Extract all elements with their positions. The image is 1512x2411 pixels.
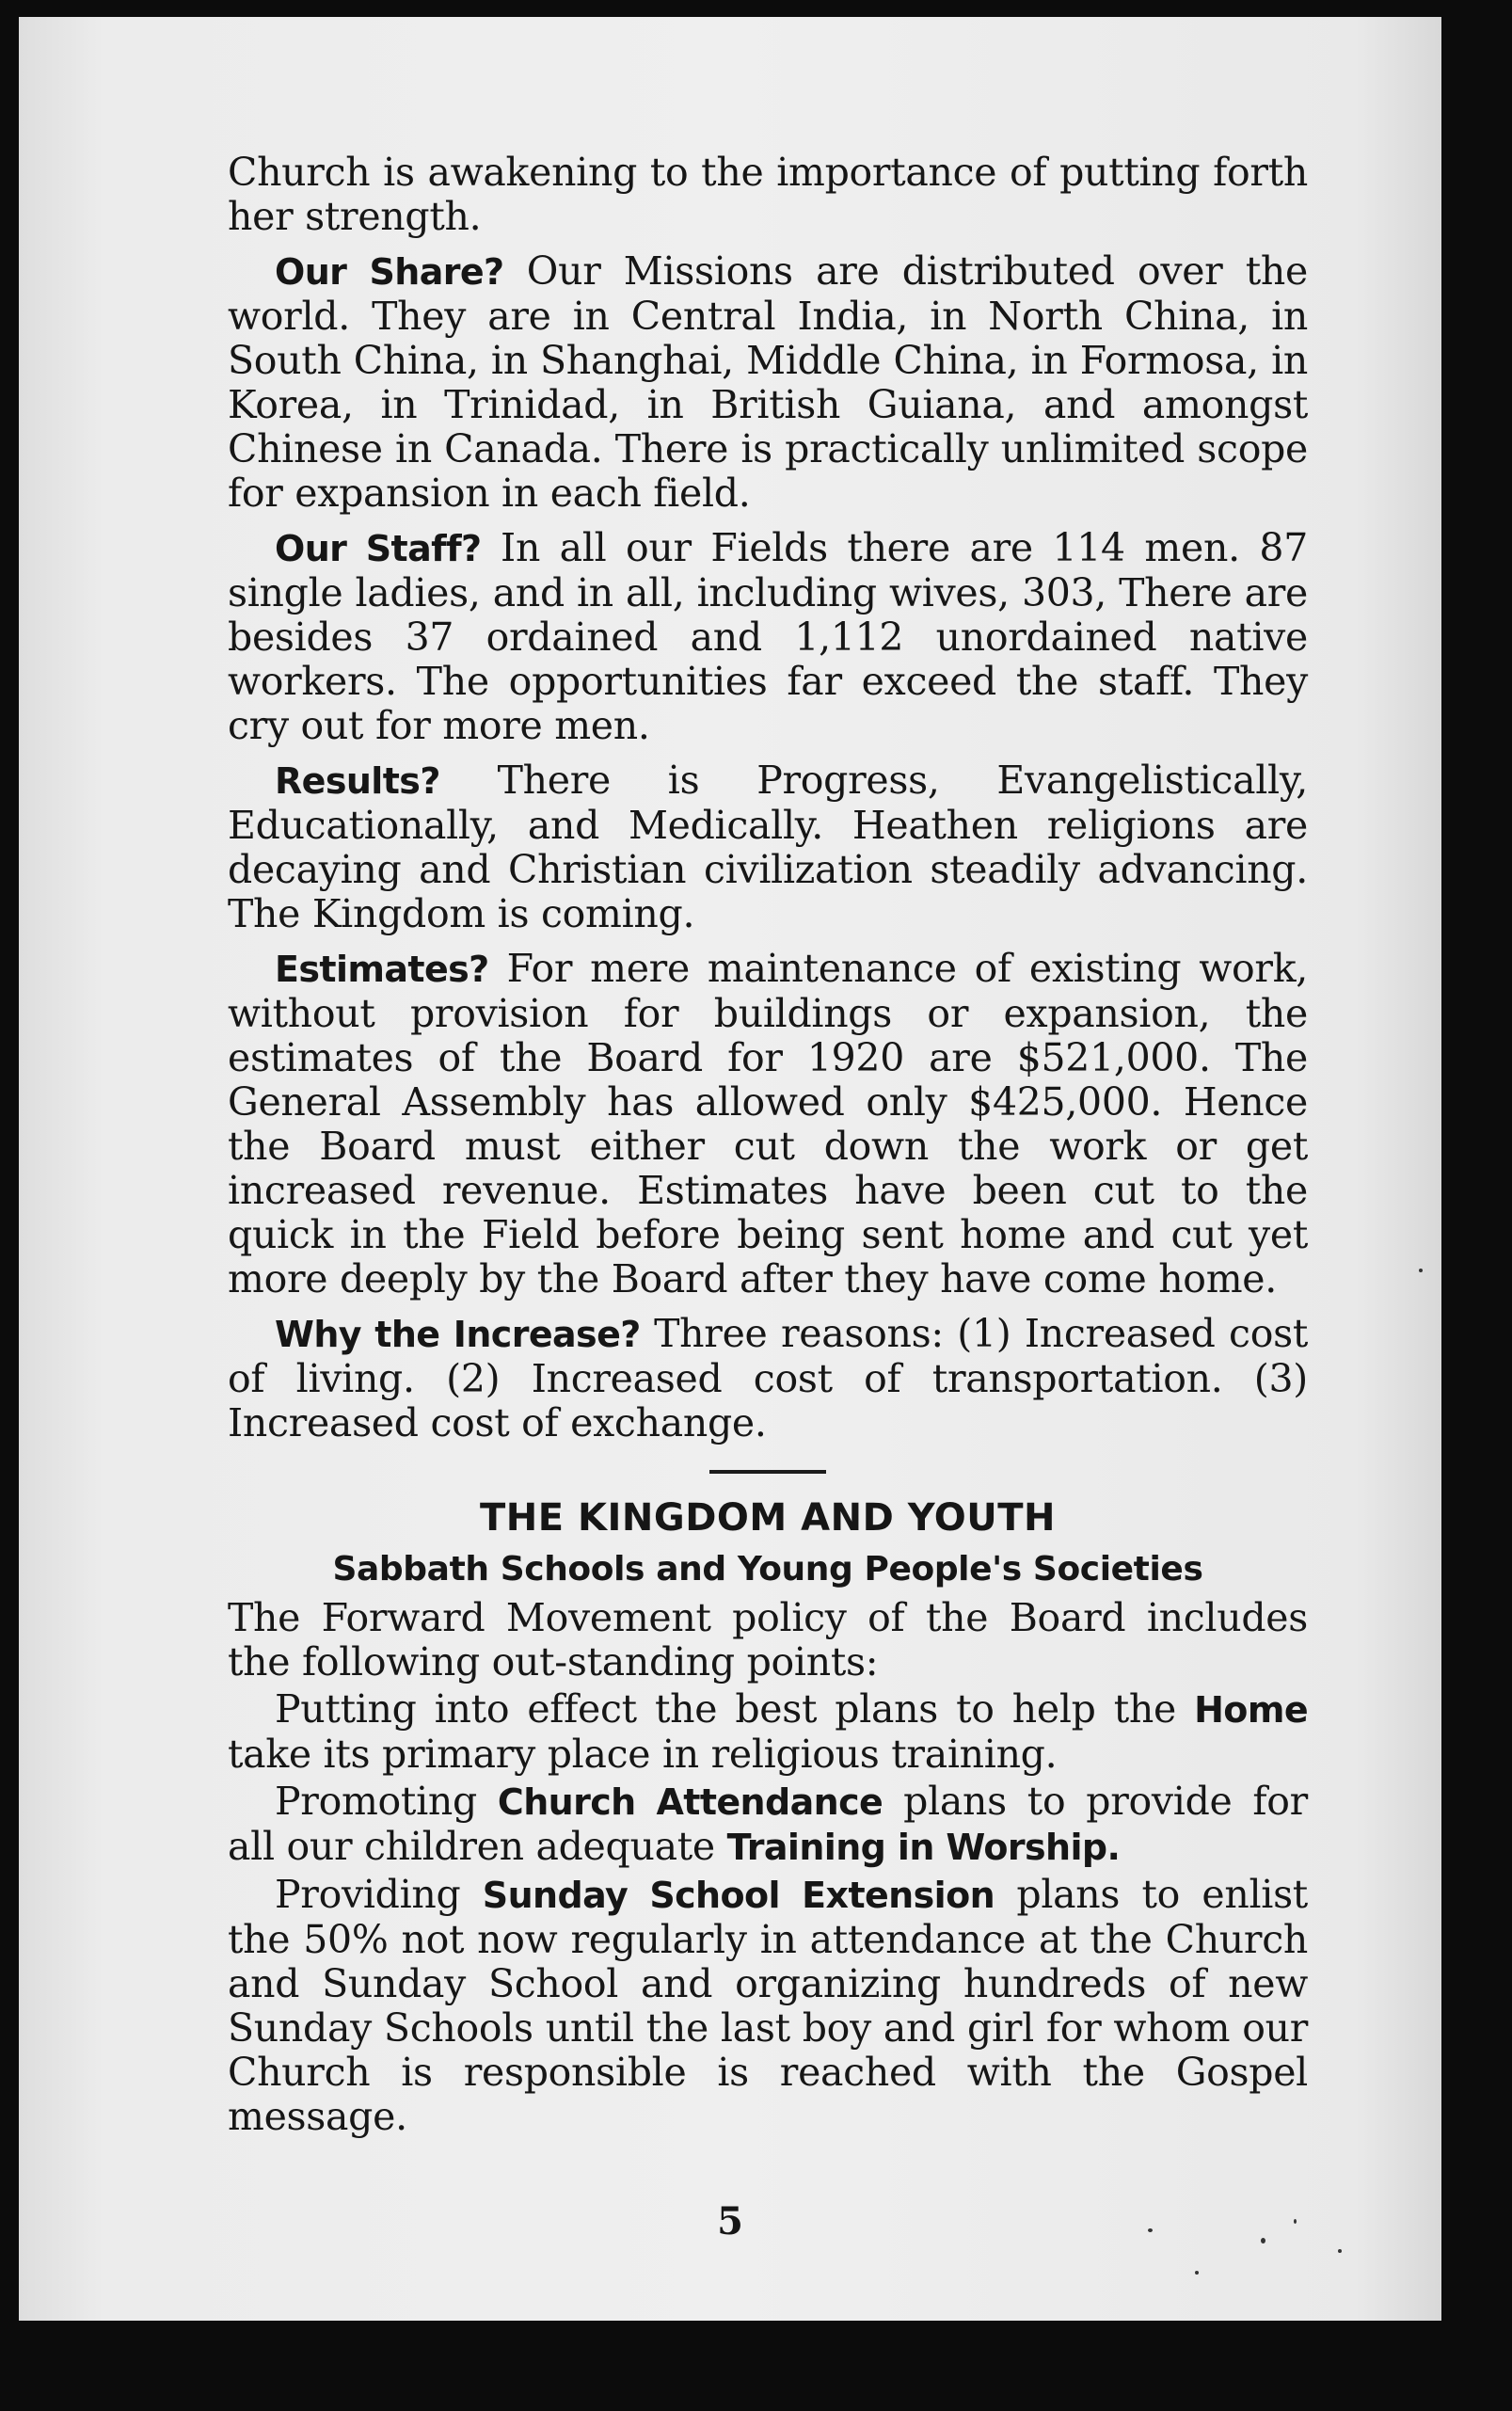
section-lead: Our Share? (275, 251, 504, 293)
paper-speck (1195, 2271, 1199, 2275)
section-our-share (228, 249, 1308, 516)
section-lead: Results? (275, 760, 440, 802)
paper-speck (1294, 2219, 1297, 2224)
section-lead: Our Staff? (275, 528, 482, 569)
section-subheading: Sabbath Schools and Young People's Societies (332, 1550, 1203, 1589)
text-run: Putting into effect the best plans to help the (275, 1686, 1195, 1732)
text-run: take its primary place in religious training. (228, 1732, 1058, 1777)
emphasis-church-attendance: Church Attendance (497, 1781, 883, 1823)
section-lead: Why the Increase? (275, 1314, 641, 1355)
section-text: Three reasons: (1) Increased cost of living. (2) Increased cost of transportation. (3) Increased cost of exchange. (228, 1311, 1309, 1445)
kingdom-and-youth-section (228, 1494, 1308, 2139)
section-text: Our Missions are distributed over the world. They are in Central India, in North China, in South China, in Shanghai, Middle China, in Formosa, in Korea, in Trinidad, in British Guiana, and amongst Chinese in Canada. There is practically unlimited scope for expansion in each field. (228, 248, 1308, 516)
section-our-staff (228, 526, 1308, 748)
paper-speck (1148, 2228, 1153, 2232)
emphasis-sunday-school-extension: Sunday School Extension (482, 1875, 995, 1916)
text-run: Promoting (275, 1779, 498, 1824)
youth-intro-paragraph: The Forward Movement policy of the Board includes the following out-standing points: (228, 1595, 1308, 1685)
section-heading: THE KINGDOM AND YOUTH (480, 1496, 1056, 1540)
section-text: For mere maintenance of existing work, without provision for buildings or expansion, the estimates of the Board for 1920 are $521,000. The General Assembly has allowed only $425,000. Hence the Board must either cut down the work or get increased revenue. Estimates have been cut to the quick in the Field before being sent home and cut yet more deeply by the Board after they have come home. (228, 946, 1308, 1301)
section-estimates (228, 947, 1308, 1301)
book-page (19, 17, 1441, 2321)
section-divider (709, 1470, 826, 1474)
text-run: Providing (275, 1872, 483, 1917)
text-run: plans to provide for all our children adequate (228, 1779, 1308, 1869)
youth-point-home (228, 1687, 1308, 1777)
section-lead: Estimates? (275, 949, 489, 990)
paper-speck (1419, 1269, 1423, 1272)
paper-speck (1261, 2238, 1265, 2243)
emphasis-home: Home (1194, 1689, 1308, 1731)
section-results (228, 758, 1308, 936)
emphasis-training-in-worship: Training in Worship. (726, 1827, 1121, 1868)
page-text (228, 151, 1308, 2139)
youth-point-sunday-school-extension (228, 1873, 1308, 2139)
text-run: plans to enlist the 50% not now regularly in attendance at the Church and Sunday School and organizing hundreds of new Sunday Schools until the last boy and girl for whom our Church is responsible is reached with the Gospel message. (228, 1872, 1308, 2139)
paper-speck (1338, 2249, 1342, 2253)
youth-point-church-attendance (228, 1780, 1308, 1870)
page-number: 5 (717, 2199, 743, 2243)
section-why-the-increase (228, 1312, 1308, 1445)
intro-paragraph: Church is awakening to the importance of putting forth her strength. (228, 150, 1308, 239)
section-text: In all our Fields there are 114 men. 87 single ladies, and in all, including wives, 303, There are besides 37 ordained and 1,112 unordained native workers. The opportunities far exceed the staff. They cry out for more men. (228, 525, 1308, 748)
section-text: There is Progress, Evangelistically, Educationally, and Medically. Heathen religions are decaying and Christian civilization steadily advancing. The Kingdom is coming. (228, 758, 1308, 936)
